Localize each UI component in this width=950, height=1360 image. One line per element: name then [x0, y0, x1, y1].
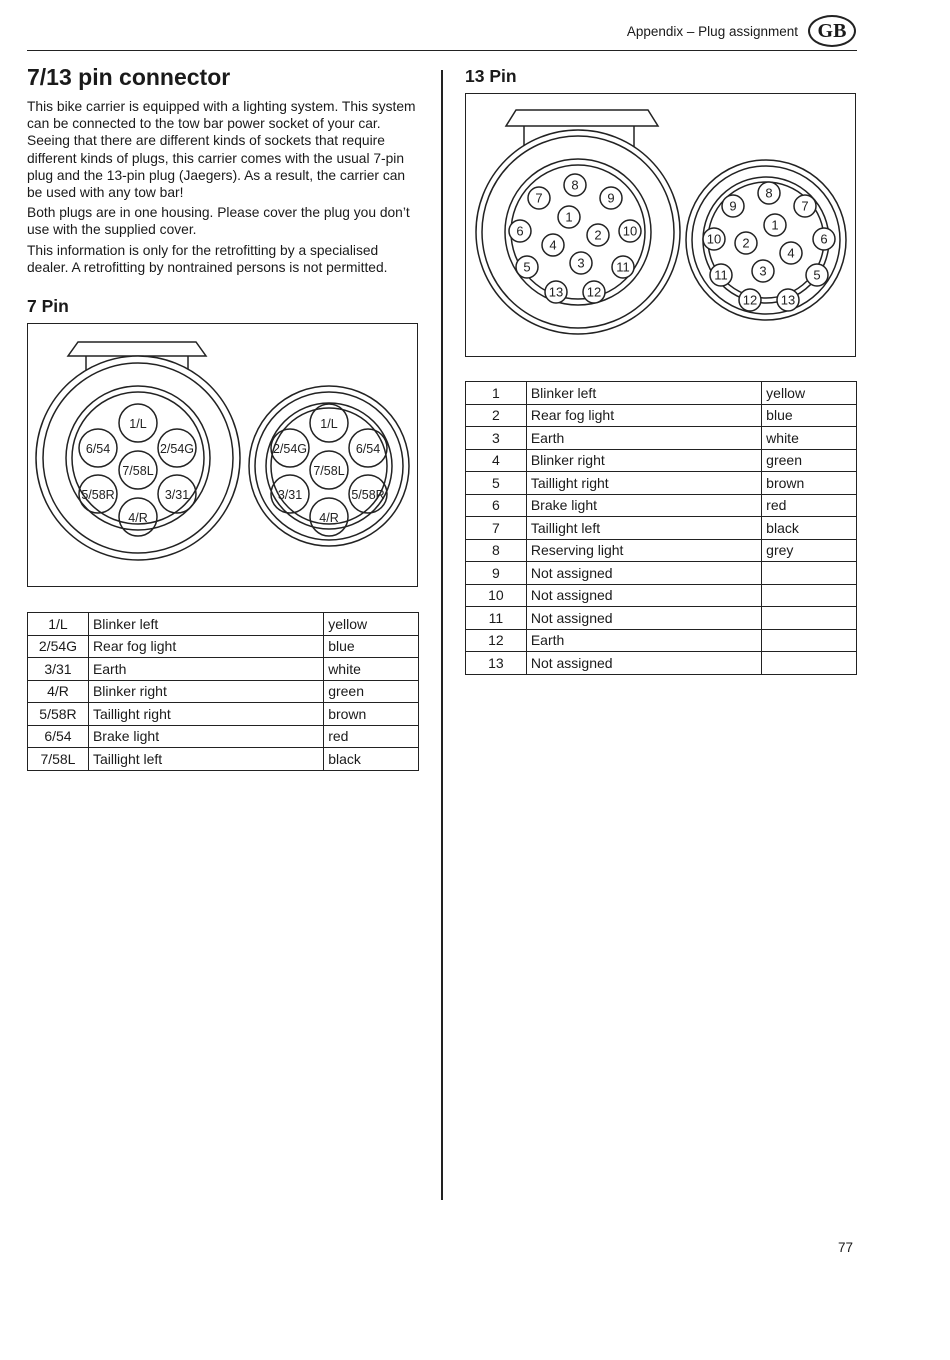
- page-title: 7/13 pin connector: [27, 64, 231, 90]
- pin-label: 4: [787, 245, 795, 261]
- pin-pin-cell: 5/58R: [28, 703, 89, 726]
- seven-pin-drawing: [28, 324, 416, 585]
- pin-color-cell: yellow: [324, 613, 419, 636]
- pin-pin-cell: 7: [466, 517, 527, 540]
- pin-color-cell: blue: [324, 635, 419, 658]
- table-row: [28, 635, 419, 658]
- pin-function-cell: Blinker right: [526, 449, 761, 472]
- pin-pin-cell: 4: [466, 449, 527, 472]
- pin-pin-cell: 3/31: [28, 658, 89, 681]
- pin-pin-cell: 2: [466, 404, 527, 427]
- pin-function-cell: Blinker left: [526, 382, 761, 405]
- pin-pin-cell: 3: [466, 427, 527, 450]
- table-row: [28, 658, 419, 681]
- pin-label: 8: [765, 185, 773, 201]
- pin-pin-cell: 9: [466, 562, 527, 585]
- table-row: [466, 517, 857, 540]
- pin-color-cell: brown: [762, 472, 857, 495]
- pin-pin-cell: 11: [466, 607, 527, 630]
- pin-function-cell: Not assigned: [526, 562, 761, 585]
- pin-label: 2/54G: [159, 442, 195, 456]
- table-row: [466, 382, 857, 405]
- table-row: [28, 725, 419, 748]
- pin-color-cell: black: [762, 517, 857, 540]
- pin-function-cell: Blinker right: [88, 680, 323, 703]
- pin-label: 1: [565, 209, 573, 225]
- pin-label: 7/58L: [122, 464, 154, 478]
- pin-function-cell: Taillight left: [88, 748, 323, 771]
- pin-label: 6/54: [85, 442, 111, 456]
- table-row: [466, 427, 857, 450]
- intro-paragraph: Both plugs are in one housing. Please cover the plug you don’t use with the supplied cover.: [27, 205, 410, 238]
- pin-pin-cell: 6: [466, 494, 527, 517]
- pin-color-cell: grey: [762, 539, 857, 562]
- pin-color-cell: white: [762, 427, 857, 450]
- pin-color-cell: red: [324, 725, 419, 748]
- pin-label: 1: [771, 217, 779, 233]
- seven-pin-heading: 7 Pin: [27, 296, 69, 316]
- pin-function-cell: Rear fog light: [88, 635, 323, 658]
- table-row: [466, 652, 857, 675]
- pin-label: 9: [729, 198, 737, 214]
- pin-color-cell: [762, 562, 857, 585]
- pin-color-cell: [762, 629, 857, 652]
- header-section-title: Appendix – Plug assignment: [626, 24, 798, 39]
- table-row: [466, 472, 857, 495]
- intro-paragraph: This bike carrier is equipped with a lighting system. This system can be connected to the tow bar power socket of your car. Seeing that there are different kinds of sockets that require different kinds of plugs, this carrier comes with the usual 7-pin plug and the 13-pin plug (Jaegers). As a result, the carrier can be used with any tow bar!: [27, 99, 416, 201]
- pin-label: 3: [577, 255, 585, 271]
- pin-label: 7: [801, 198, 809, 214]
- pin-label: 7: [535, 190, 543, 206]
- pin-color-cell: green: [762, 449, 857, 472]
- pin-label: 11: [616, 259, 630, 275]
- pin-color-cell: white: [324, 658, 419, 681]
- pin-pin-cell: 7/58L: [28, 748, 89, 771]
- pin-pin-cell: 8: [466, 539, 527, 562]
- pin-color-cell: black: [324, 748, 419, 771]
- pin-label: 11: [714, 267, 728, 283]
- pin-function-cell: Not assigned: [526, 584, 761, 607]
- table-row: [28, 613, 419, 636]
- pin-label: 5: [523, 259, 531, 275]
- pin-pin-cell: 4/R: [28, 680, 89, 703]
- pin-function-cell: Earth: [88, 658, 323, 681]
- pin-label: 10: [622, 223, 638, 239]
- pin-label: 3/31: [277, 488, 303, 502]
- intro-text: [27, 98, 422, 279]
- pin-color-cell: [762, 584, 857, 607]
- table-row: [28, 680, 419, 703]
- pin-color-cell: yellow: [762, 382, 857, 405]
- pin-function-cell: Taillight right: [88, 703, 323, 726]
- pin-pin-cell: 13: [466, 652, 527, 675]
- pin-label: 13: [548, 284, 564, 300]
- pin-label: 8: [571, 177, 579, 193]
- pin-label: 2: [594, 227, 602, 243]
- pin-function-cell: Brake light: [88, 725, 323, 748]
- column-divider: [441, 70, 443, 1200]
- pin-color-cell: [762, 607, 857, 630]
- pin-label: 7/58L: [313, 464, 345, 478]
- pin-pin-cell: 12: [466, 629, 527, 652]
- table-row: [466, 607, 857, 630]
- table-row: [466, 539, 857, 562]
- pin-function-cell: Rear fog light: [526, 404, 761, 427]
- pin-label: 6/54: [355, 442, 381, 456]
- pin-label: 2: [742, 235, 750, 251]
- pin-label: 12: [742, 292, 758, 308]
- pin-label: 5/58R: [351, 488, 385, 502]
- pin-label: 12: [586, 284, 602, 300]
- thirteen-pin-heading: 13 Pin: [465, 66, 517, 86]
- pin-function-cell: Not assigned: [526, 652, 761, 675]
- table-row: [466, 629, 857, 652]
- pin-label: 2/54G: [272, 442, 308, 456]
- language-badge: GB: [808, 15, 856, 47]
- table-row: [28, 748, 419, 771]
- pin-label: 9: [607, 190, 615, 206]
- pin-function-cell: Earth: [526, 629, 761, 652]
- pin-label: 6: [820, 231, 828, 247]
- pin-pin-cell: 6/54: [28, 725, 89, 748]
- pin-function-cell: Taillight left: [526, 517, 761, 540]
- header-rule: [27, 50, 857, 51]
- pin-label: 1/L: [129, 417, 147, 431]
- pin-pin-cell: 1/L: [28, 613, 89, 636]
- page-number: 77: [838, 1240, 854, 1255]
- pin-label: 10: [706, 231, 722, 247]
- thirteen-pin-drawing: [466, 94, 854, 355]
- pin-function-cell: Reserving light: [526, 539, 761, 562]
- pin-label: 3/31: [164, 488, 190, 502]
- pin-label: 5: [813, 267, 821, 283]
- pin-function-cell: Earth: [526, 427, 761, 450]
- pin-color-cell: red: [762, 494, 857, 517]
- seven-pin-diagram: [27, 323, 418, 587]
- pin-color-cell: blue: [762, 404, 857, 427]
- table-row: [466, 494, 857, 517]
- table-row: [28, 703, 419, 726]
- pin-color-cell: green: [324, 680, 419, 703]
- pin-label: 5/58R: [81, 488, 115, 502]
- pin-label: 3: [759, 263, 767, 279]
- pin-function-cell: Blinker left: [88, 613, 323, 636]
- pin-pin-cell: 10: [466, 584, 527, 607]
- pin-color-cell: [762, 652, 857, 675]
- seven-pin-table: [27, 612, 419, 771]
- table-row: [466, 562, 857, 585]
- table-row: [466, 584, 857, 607]
- table-row: [466, 449, 857, 472]
- pin-function-cell: Brake light: [526, 494, 761, 517]
- pin-label: 6: [516, 223, 524, 239]
- pin-label: 13: [780, 292, 796, 308]
- pin-function-cell: Not assigned: [526, 607, 761, 630]
- table-row: [466, 404, 857, 427]
- thirteen-pin-table: [465, 381, 857, 675]
- pin-label: 1/L: [320, 417, 338, 431]
- pin-pin-cell: 2/54G: [28, 635, 89, 658]
- pin-pin-cell: 5: [466, 472, 527, 495]
- thirteen-pin-diagram: [465, 93, 856, 357]
- pin-label: 4/R: [128, 511, 148, 525]
- pin-label: 4/R: [319, 511, 339, 525]
- pin-function-cell: Taillight right: [526, 472, 761, 495]
- intro-paragraph: This information is only for the retrofitting by a specialised dealer. A retrofitting by nontrained persons is not permitted.: [27, 242, 388, 275]
- pin-label: 4: [549, 237, 557, 253]
- pin-pin-cell: 1: [466, 382, 527, 405]
- pin-color-cell: brown: [324, 703, 419, 726]
